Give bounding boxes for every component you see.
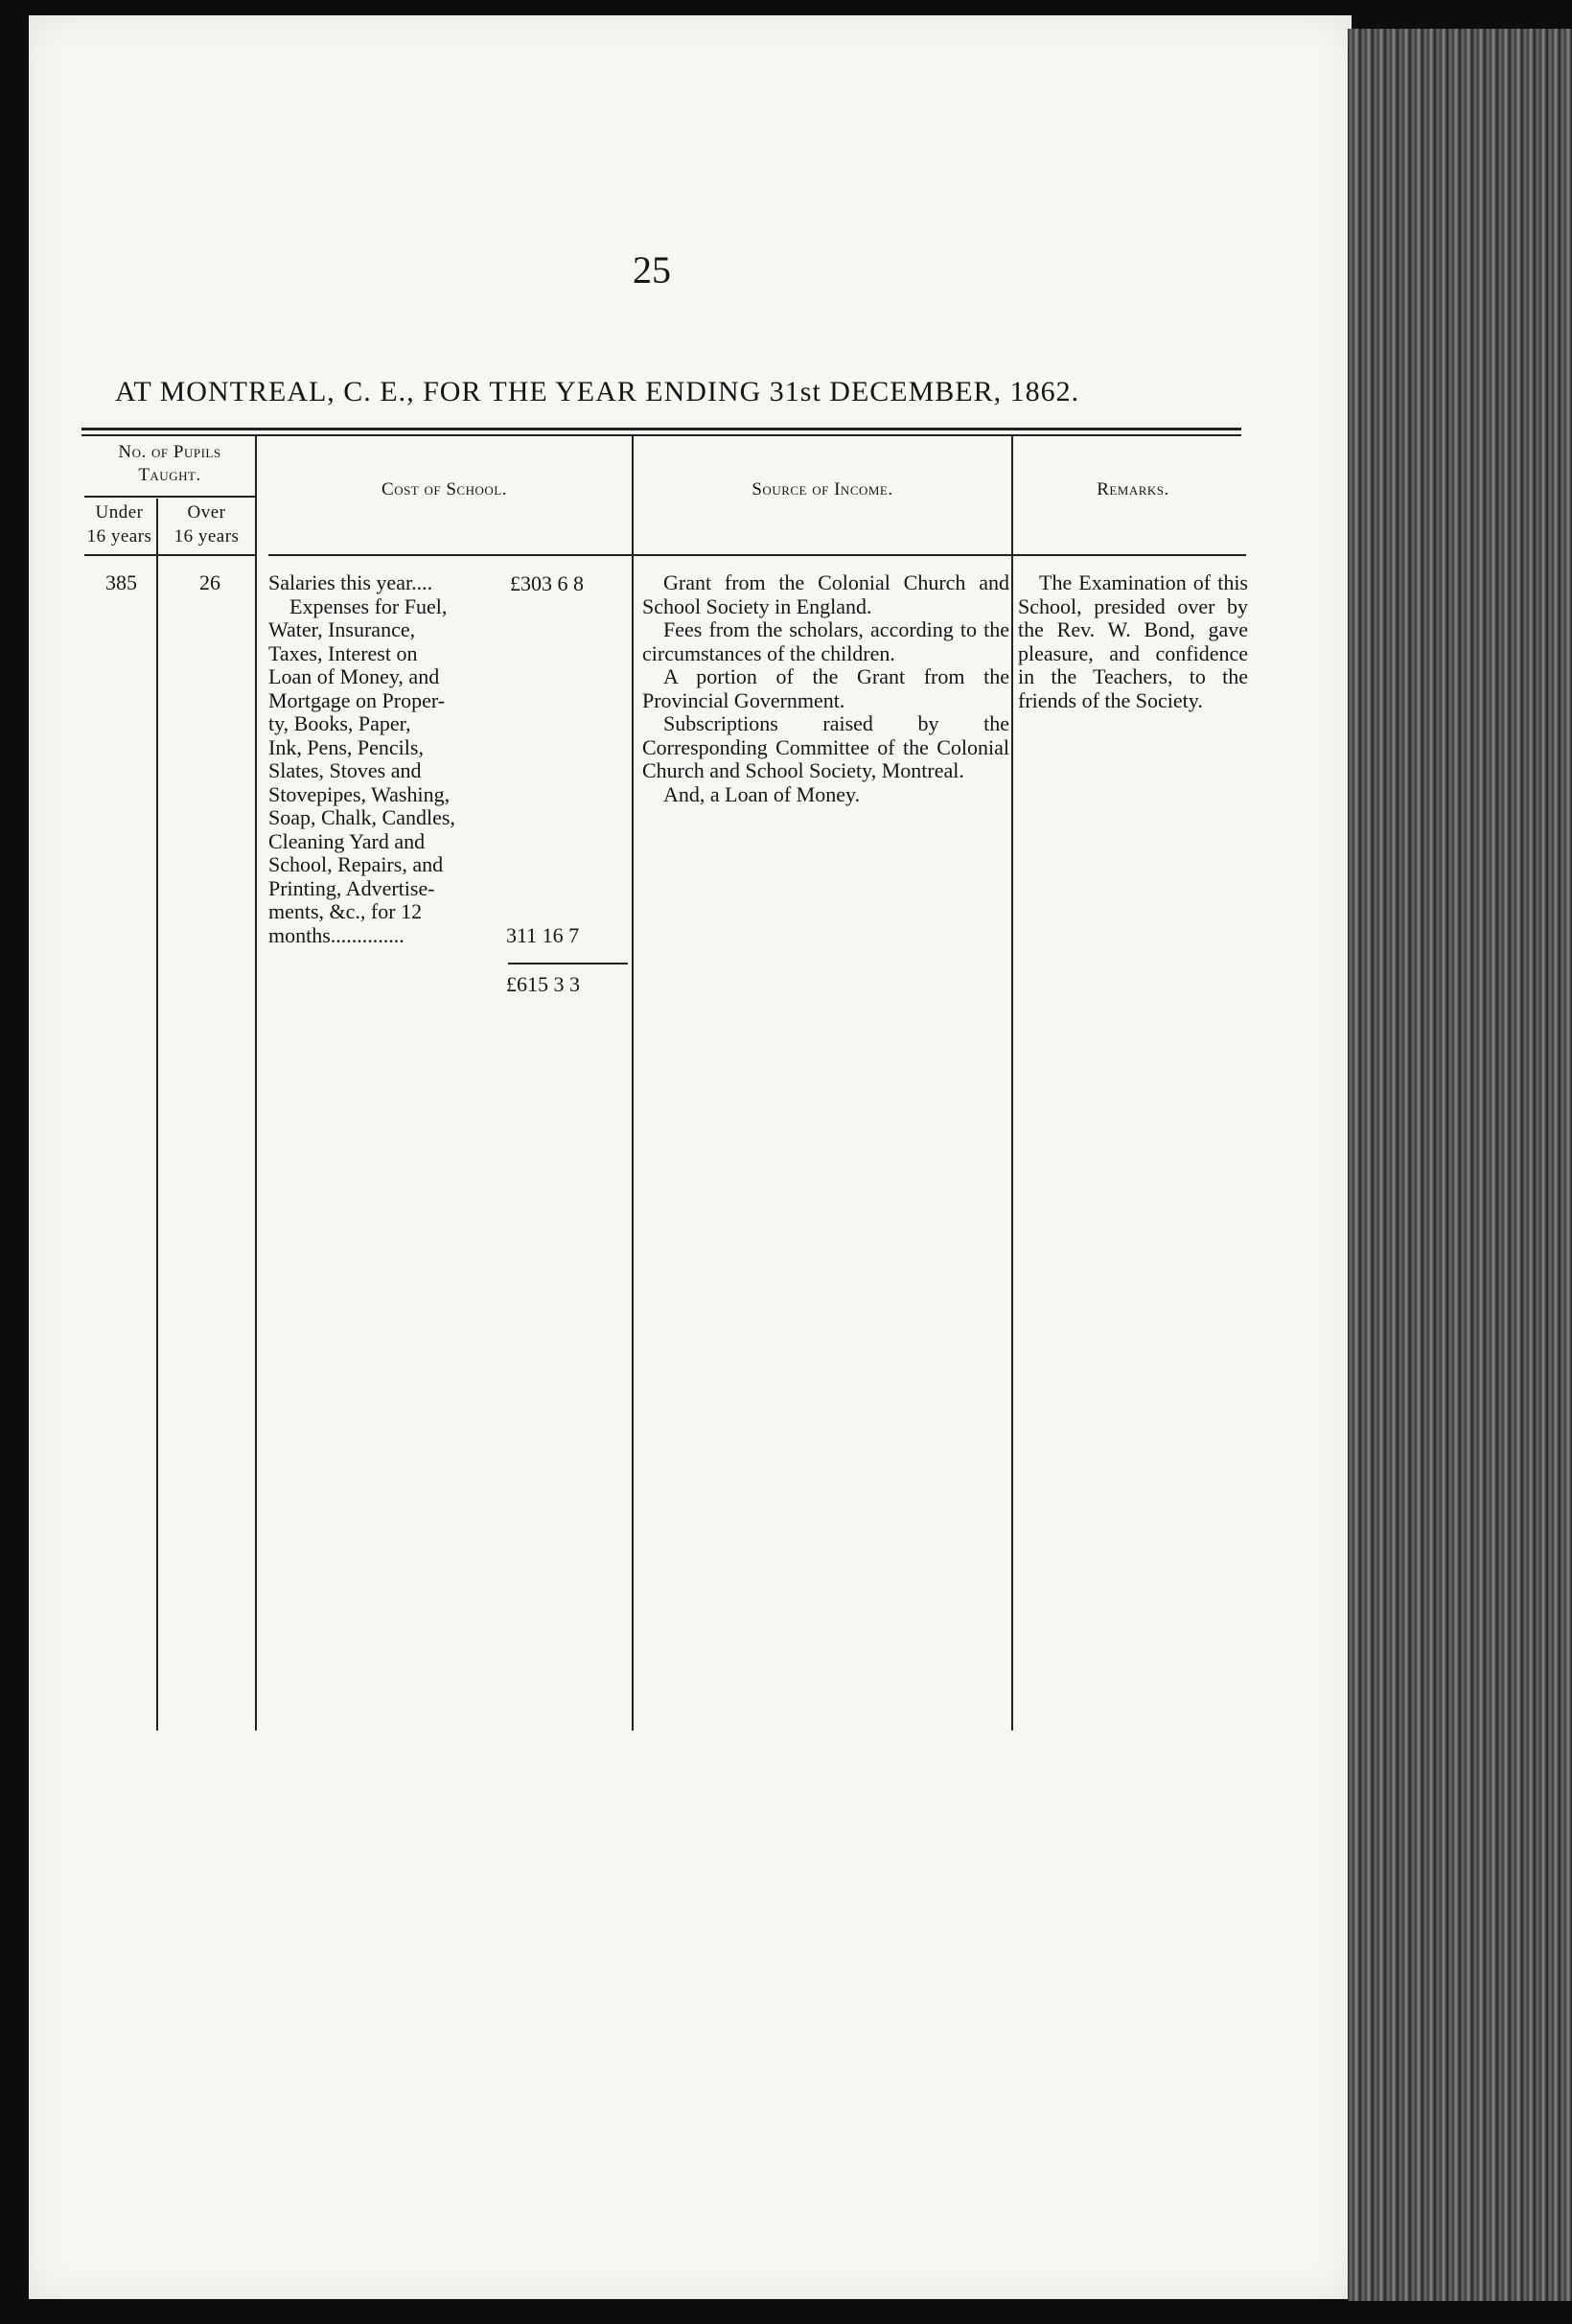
expenses-line: ty, Books, Paper,	[268, 711, 411, 735]
expenses-line: Cleaning Yard and	[268, 828, 426, 853]
remarks-text: The Examination of this School, presided over by the Rev. W. Bond, gave pleasure, and confidence in the Teachers, to the friends of the Society.	[1018, 570, 1248, 712]
pupils-header-line2: Taught.	[138, 465, 201, 485]
source-of-income-text	[642, 571, 1009, 806]
cost-of-school-header: Cost of School.	[381, 479, 507, 500]
salaries-label: Salaries this year....	[268, 570, 433, 594]
book-page-edges	[1348, 29, 1572, 2301]
total-amount: £615 3 3	[506, 972, 580, 996]
top-rule	[81, 428, 1241, 430]
document-page	[29, 15, 1352, 2299]
over-header-line1: Over	[187, 502, 226, 523]
pupils-subheader-rule	[84, 554, 255, 556]
expenses-line: Ink, Pens, Pencils,	[268, 734, 424, 759]
pupils-header-rule	[84, 496, 255, 498]
header-bottom-rule	[268, 554, 1246, 556]
under-header-line1: Under	[95, 502, 144, 523]
pupils-header	[84, 441, 255, 487]
column-divider-under-over	[156, 499, 158, 1731]
expenses-line: months..............	[268, 922, 405, 947]
under-16-header	[82, 500, 156, 548]
pupils-under-16-value: 385	[105, 570, 137, 594]
page-heading: AT MONTREAL, C. E., FOR THE YEAR ENDING 31st DECEMBER, 1862.	[115, 376, 1080, 407]
column-divider-cost	[632, 436, 634, 1731]
pupils-header-line1: No. of Pupils	[118, 442, 221, 462]
page-number: 25	[633, 248, 671, 291]
expenses-line: ments, &c., for 12	[268, 899, 423, 923]
expenses-line: Printing, Advertise-	[268, 875, 435, 900]
cost-of-school-text	[268, 571, 518, 947]
expenses-line: Taxes, Interest on	[268, 640, 418, 665]
expenses-line: Water, Insurance,	[268, 617, 416, 641]
over-header-line2: 16 years	[173, 526, 240, 546]
expenses-line: Stovepipes, Washing,	[268, 781, 451, 806]
expenses-line: School, Repairs, and	[268, 852, 444, 876]
expenses-line: Mortgage on Proper-	[268, 687, 446, 712]
over-16-header	[158, 500, 255, 548]
under-header-line2: 16 years	[86, 526, 152, 546]
column-divider-income	[1011, 436, 1013, 1731]
income-paragraph: A portion of the Grant from the Provincial Government.	[642, 664, 1009, 712]
salaries-amount: £303 6 8	[510, 571, 584, 595]
remarks-header: Remarks.	[1097, 479, 1169, 500]
expenses-line: Expenses for Fuel,	[289, 593, 448, 618]
expenses-line: Loan of Money, and	[268, 664, 440, 688]
income-paragraph: Grant from the Colonial Church and School Society in England.	[642, 570, 1009, 618]
pupils-over-16-value: 26	[199, 570, 220, 594]
expenses-amount: 311 16 7	[506, 923, 580, 947]
income-paragraph: And, a Loan of Money.	[663, 781, 861, 806]
income-paragraph: Subscriptions raised by the Corresponding Committee of the Colonial Church and School Society, Montreal.	[642, 711, 1009, 782]
expenses-line: Slates, Stoves and	[268, 758, 422, 782]
expenses-line: Soap, Chalk, Candles,	[268, 805, 455, 829]
total-rule	[508, 963, 628, 964]
column-divider-pupils	[255, 436, 257, 1731]
income-paragraph: Fees from the scholars, according to the circumstances of the children.	[642, 617, 1009, 665]
source-of-income-header: Source of Income.	[751, 479, 893, 500]
